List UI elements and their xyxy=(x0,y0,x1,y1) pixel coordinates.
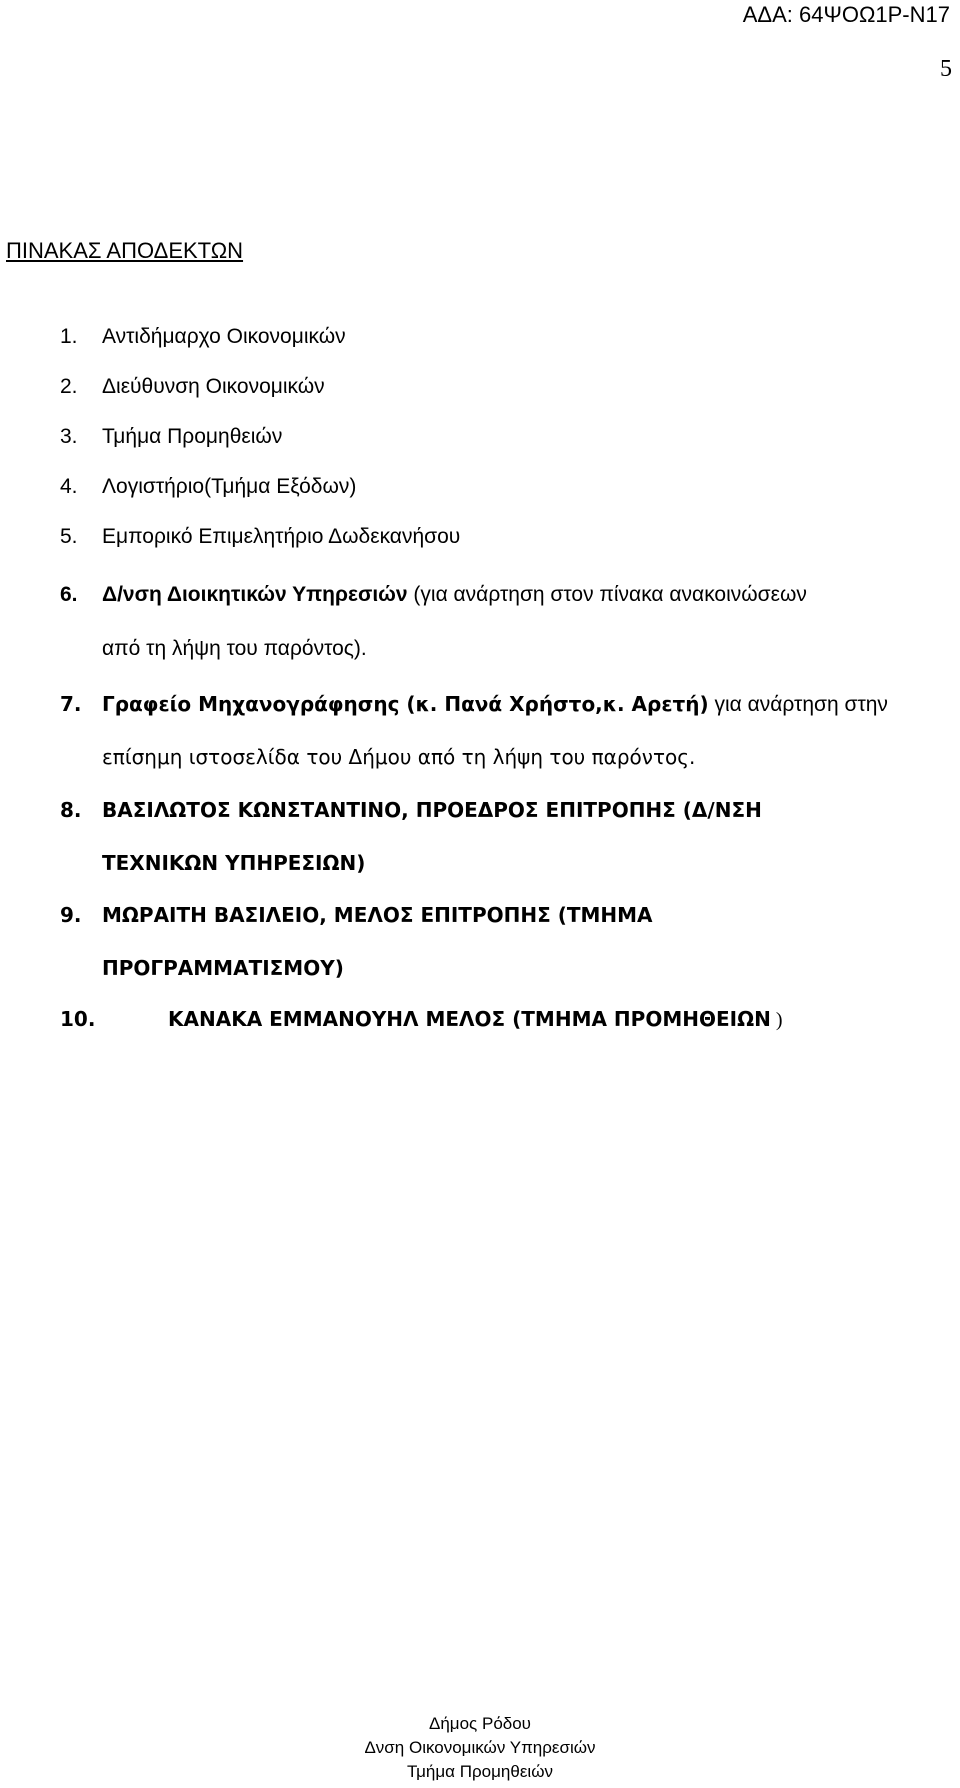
item-continuation: από τη λήψη του παρόντος). xyxy=(102,637,367,660)
item-number: 3. xyxy=(60,425,78,448)
list-item xyxy=(60,325,346,349)
list-item xyxy=(60,475,356,499)
item-text: ΜΩΡΑΙΤΗ ΒΑΣΙΛΕΙΟ, ΜΕΛΟΣ ΕΠΙΤΡΟΠΗΣ (ΤΜΗΜΑ xyxy=(102,903,653,927)
list-item xyxy=(60,425,282,449)
item-continuation: ΠΡΟΓΡΑΜΜΑΤΙΣΜΟΥ) xyxy=(102,956,344,980)
list-item xyxy=(60,375,325,399)
item-text: ΚΑΝΑΚΑ ΕΜΜΑΝΟΥΗΛ ΜΕΛΟΣ (ΤΜΗΜΑ ΠΡΟΜΗΘΕΙΩΝ xyxy=(168,1007,771,1031)
item-text: για ανάρτηση στην xyxy=(708,693,888,716)
item-number: 1. xyxy=(60,325,78,348)
item-text: Αντιδήμαρχο Οικονομικών xyxy=(102,325,346,348)
item-bold-text: Δ/νση Διοικητικών Υπηρεσιών xyxy=(102,583,408,606)
list-item xyxy=(60,525,460,549)
item-text: Λογιστήριο(Τμήμα Εξόδων) xyxy=(102,475,357,498)
item-number: 2. xyxy=(60,375,78,398)
item-number: 4. xyxy=(60,475,78,498)
item-bold-text: Γραφείο Μηχανογράφησης (κ. Πανά Χρήστο,κ. Αρετή) xyxy=(102,692,709,716)
list-item xyxy=(60,583,807,607)
item-closing: ) xyxy=(770,1009,783,1031)
footer-municipality: Δήμος Ρόδου xyxy=(429,1714,531,1733)
item-text: Τμήμα Προμηθειών xyxy=(102,425,283,448)
item-text: (για ανάρτηση στον πίνακα ανακοινώσεων xyxy=(407,583,807,606)
item-text: ΒΑΣΙΛΩΤΟΣ ΚΩΝΣΤΑΝΤΙΝΟ, ΠΡΟΕΔΡΟΣ ΕΠΙΤΡΟΠΗΣ (Δ/ΝΣΗ xyxy=(102,798,762,822)
item-number: 6. xyxy=(60,583,78,606)
ada-code: ΑΔΑ: 64ΨΟΩ1Ρ-Ν17 xyxy=(742,2,950,27)
item-number: 5. xyxy=(60,525,78,548)
item-number: 10. xyxy=(60,1007,96,1031)
item-text: Εμπορικό Επιμελητήριο Δωδεκανήσου xyxy=(102,525,461,548)
list-item xyxy=(60,1007,782,1032)
item-continuation: ΤΕΧΝΙΚΩΝ ΥΠΗΡΕΣΙΩΝ) xyxy=(102,851,366,875)
item-text: Διεύθυνση Οικονομικών xyxy=(102,375,325,398)
footer-directorate: Δνση Οικονομικών Υπηρεσιών xyxy=(364,1738,596,1757)
item-number: 7. xyxy=(60,692,82,716)
list-item xyxy=(60,903,653,927)
item-continuation: επίσημη ιστοσελίδα του Δήμου από τη λήψη του παρόντος. xyxy=(102,745,696,769)
footer-department: Τμήμα Προμηθειών xyxy=(407,1762,553,1781)
item-number: 8. xyxy=(60,798,82,822)
page-title: ΠΙΝΑΚΑΣ ΑΠΟΔΕΚΤΩΝ xyxy=(6,238,244,263)
item-number: 9. xyxy=(60,903,82,927)
list-item xyxy=(60,692,888,717)
list-item xyxy=(60,798,762,822)
page-number: 5 xyxy=(940,56,952,82)
